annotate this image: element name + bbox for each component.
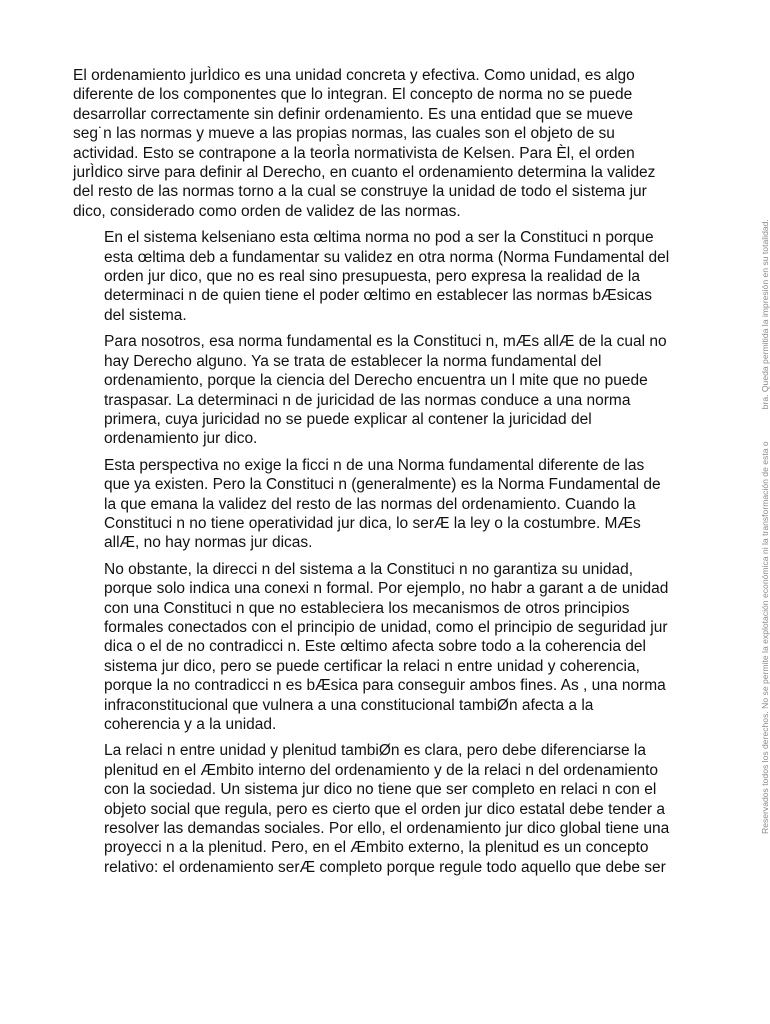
paragraph: En el sistema kelseniano esta œltima norma no pod a ser la Constituci n porque esta œltima deb a fundamentar su validez en otra norma (Norma Fundamental del orden jur dico, que no es real sino presupuesta, pero expresa la realidad de la determinaci n de quien tiene el poder œltimo en establecer las normas bÆsicas del sistema. [104,229,670,324]
paragraph: Esta perspectiva no exige la ficci n de una Norma fundamental diferente de las que ya existen. Pero la Constituci n (generalmente) es la Norma Fundamental de la que emana la validez del resto de las normas del ordenamiento. Cuando la Constituci n no tiene operatividad jur dica, lo serÆ la ley o la costumbre. MÆs allÆ, no hay normas jur dicas. [104,456,661,552]
copyright-notice-part-1: Reservados todos los derechos. No se permite la explotación económica ni la transformación de esta o [760,441,770,834]
copyright-notice-part-2: bra. Queda permitida la impresión en su totalidad. [760,219,770,410]
document-body [73,66,673,884]
paragraph: Para nosotros, esa norma fundamental es la Constituci n, mÆs allÆ de la cual no hay Derecho alguno. Ya se trata de establecer la norma fundamental del ordenamiento, porque la ciencia del Derecho encuentra un l mite que no puede traspasar. La determinaci n de juricidad de las normas conduce a una norma primera, cuya juricidad no se puede explicar al contener la juricidad del ordenamiento jur dico. [104,333,667,448]
paragraph: El ordenamiento jurÌdico es una unidad concreta y efectiva. Como unidad, es algo diferente de los componentes que lo integran. El concepto de norma no se puede desarrollar correctamente sin definir ordenamiento. Es una entidad que se mueve seg˙n las normas y mueve a las propias normas, las cuales son el objeto de su actividad. Esto se contrapone a la teorÌa normativista de Kelsen. Para Èl, el orden jurÌdico sirve para definir al Derecho, en cuanto el ordenamiento determina la validez del resto de las normas torno a la cual se construye la unidad de todo el sistema jur dico, considerado como orden de validez de las normas. [73,67,656,220]
copyright-notice [760,219,770,834]
paragraph: No obstante, la direcci n del sistema a la Constituci n no garantiza su unidad, porque solo indica una conexi n formal. Por ejemplo, no habr a garant a de unidad con una Constituci n que no estableciera los mecanismos de otros principios formales conectados con el principio de unidad, como el principio de seguridad jur dica o el de no contradicci n. Este œltimo afecta sobre todo a la coherencia del sistema jur dico, pero se puede certificar la relaci n entre unidad y coherencia, porque la no contradicci n es bÆsica para conseguir ambos fines. As , una norma infraconstitucional que vulnera a una constitucional tambiØn afecta a la coherencia y a la unidad. [104,560,669,733]
paragraph: La relaci n entre unidad y plenitud tambiØn es clara, pero debe diferenciarse la plenitud en el Æmbito interno del ordenamiento y de la relaci n del ordenamiento con la sociedad. Un sistema jur dico no tiene que ser completo en relaci n con el objeto social que regula, pero es cierto que el orden jur dico estatal debe tender a resolver las demandas sociales. Por ello, el ordenamiento jur dico global tiene una proyecci n a la plenitud. Pero, en el Æmbito externo, la plenitud es un concepto relativo: el ordenamiento serÆ completo porque regule todo aquello que debe ser [104,742,670,876]
